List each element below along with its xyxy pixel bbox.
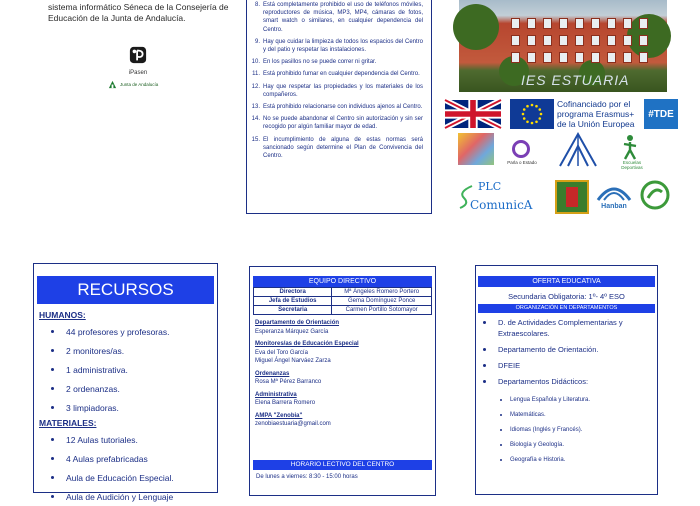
bullet-icon: [483, 364, 486, 367]
materiales-heading: MATERIALES:: [39, 418, 97, 428]
staff-block-administrativa: [253, 391, 432, 408]
staff-block-ampa: [253, 412, 432, 429]
humanos-item-label: 2 ordenanzas.: [66, 383, 120, 394]
window-icon: [591, 35, 600, 46]
junta-label: Junta de Andalucía: [120, 82, 159, 87]
building-lines-logo-icon: [558, 132, 598, 168]
staff-name: Elena Barrera Romero: [255, 400, 316, 406]
norma-text: Hay que respetar las propiedades y los materiales de los compañeros.: [263, 83, 423, 98]
humanos-item: [37, 360, 214, 379]
eu-star-icon: [535, 120, 538, 123]
eu-star-icon: [526, 105, 529, 108]
window-icon: [607, 18, 616, 29]
materiales-item-label: 4 Aulas prefabricadas: [66, 453, 148, 464]
norma-number: 8.: [254, 2, 260, 8]
humanos-item: [37, 379, 214, 398]
bullet-icon: [51, 476, 54, 479]
bullet-icon: [51, 406, 54, 409]
humanos-item-label: 3 limpiadoras.: [66, 402, 119, 413]
departamento-label: Departamento de Orientación.: [498, 345, 599, 354]
oferta-panel: [475, 265, 658, 495]
norma-text: Está completamente prohibido el uso de teléfonos móviles, reproductores de música, MP3, MP4, cámaras de fotos, smart watch o similares, en cualquier dependencia del Centro.: [263, 2, 423, 33]
equipo-table: [253, 287, 432, 315]
didacticos-list: [478, 392, 655, 467]
departamento-item: [478, 344, 655, 355]
equipo-role: Jefa de Estudios: [254, 297, 332, 306]
window-icon: [607, 35, 616, 46]
window-icon: [511, 35, 520, 46]
bullet-icon: [51, 457, 54, 460]
eu-star-icon: [526, 120, 529, 123]
junta-emblem-icon: [108, 80, 117, 89]
window-icon: [543, 18, 552, 29]
norma-item: [251, 136, 423, 161]
norma-text: Está prohibido fumar en cualquier dependencia del Centro.: [263, 71, 420, 78]
bullet-icon: [500, 414, 502, 416]
norma-item: [251, 1, 423, 34]
equipo-person: Mª Ángeles Romero Portero: [332, 288, 432, 297]
ipasen-icon: [129, 46, 147, 64]
didactico-label: Lengua Española y Literatura.: [510, 396, 591, 403]
bullet-icon: [51, 387, 54, 390]
didactico-label: Geografía e Historia.: [510, 456, 566, 463]
eu-star-icon: [538, 108, 541, 111]
window-icon: [559, 18, 568, 29]
window-icon: [575, 18, 584, 29]
horario-line: De lunes a viernes: 8:30 - 15:00 horas: [256, 474, 358, 480]
eu-star-icon: [523, 117, 526, 120]
eu-star-icon: [531, 104, 534, 107]
departamento-item: [478, 317, 655, 339]
eu-star-icon: [535, 105, 538, 108]
staff-name: Miguel Ángel Narváez Zarza: [255, 358, 331, 364]
plc-comunica-logo: [452, 180, 542, 216]
bullet-icon: [51, 349, 54, 352]
window-icon: [575, 35, 584, 46]
humanos-item-label: 2 monitores/as.: [66, 345, 125, 356]
tde-badge[interactable]: #TDE: [644, 99, 678, 129]
bullet-icon: [483, 348, 486, 351]
window-icon: [623, 52, 632, 63]
horario-title: HORARIO LECTIVO DEL CENTRO: [253, 460, 432, 470]
humanos-item-label: 1 administrativa.: [66, 364, 128, 375]
bullet-icon: [51, 368, 54, 371]
norma-item: [251, 115, 423, 131]
materiales-item: [37, 449, 214, 468]
recursos-panel: [33, 263, 218, 502]
eu-star-icon: [538, 117, 541, 120]
window-icon: [591, 18, 600, 29]
norma-number: 13.: [251, 104, 260, 111]
materiales-item: [37, 468, 214, 487]
departamentos-subtitle: ORGANIZACIÓN EN DEPARTAMENTOS: [478, 304, 655, 313]
school-photo-caption: IES ESTUARIA: [521, 72, 630, 88]
school-crest-logo: [555, 180, 589, 214]
humanos-item: [37, 341, 214, 360]
didactico-label: Biología y Geología.: [510, 441, 565, 448]
didactico-label: Matemáticas.: [510, 411, 546, 418]
eu-star-icon: [523, 108, 526, 111]
staff-heading-ampa: AMPA "Zenobia": [255, 412, 303, 419]
norma-item: [251, 58, 423, 66]
hanban-label: Hanban: [601, 203, 627, 210]
humanos-item-label: 44 profesores y profesoras.: [66, 326, 170, 337]
bullet-icon: [483, 321, 486, 324]
materiales-item: [37, 430, 214, 449]
staff-block-ordenanzas: [253, 370, 432, 387]
equipo-role: Secretaria: [254, 306, 332, 315]
escuelas-deportivas-label: Escuelas Deportivas: [621, 160, 643, 170]
departamento-item: [478, 376, 655, 387]
erasmus-funding-text: Cofinanciado por el programa Erasmus+ de la Unión Europea: [557, 99, 635, 129]
window-icon: [591, 52, 600, 63]
materiales-item-label: Aula de Audición y Lenguaje: [66, 491, 174, 502]
norma-text: Está prohibido relacionarse con individuos ajenos al Centro.: [263, 104, 423, 111]
norma-number: 10.: [251, 59, 260, 66]
norma-item: [251, 70, 423, 78]
oferta-title: OFERTA EDUCATIVA: [478, 276, 655, 287]
materiales-item: [37, 487, 214, 506]
norma-number: 12.: [251, 83, 260, 90]
equipo-row: [254, 288, 432, 297]
hanban-logo-icon: [596, 182, 632, 202]
window-icon: [527, 35, 536, 46]
norma-number: 15.: [251, 136, 260, 143]
departamentos-list: [478, 317, 655, 387]
departamento-label: DFEIE: [498, 361, 521, 370]
norma-number: 11.: [252, 71, 260, 78]
window-icon: [511, 18, 520, 29]
departamento-item: [478, 360, 655, 371]
humanos-list: [37, 322, 214, 417]
humanos-item: [37, 398, 214, 417]
staff-heading-ordenanzas: Ordenanzas: [255, 370, 290, 377]
equipo-person: Carmen Portillo Sotomayor: [332, 306, 432, 315]
window-icon: [559, 35, 568, 46]
crest-banner-icon: [566, 187, 578, 207]
parlamento-label: Parla o Estado: [507, 160, 537, 165]
norma-item: [251, 83, 423, 99]
window-icon: [527, 52, 536, 63]
window-icon: [639, 18, 648, 29]
staff-name: Esperanza Márquez García: [255, 328, 329, 335]
materiales-list: [37, 430, 214, 506]
green-circle-logo-icon: [640, 180, 670, 210]
sports-figure-icon: [620, 134, 640, 160]
tree-icon: [453, 4, 499, 50]
departamento-label: D. de Actividades Complementarias y Extraescolares.: [498, 318, 623, 338]
window-icon: [639, 35, 648, 46]
eu-star-icon: [522, 113, 525, 116]
window-icon: [639, 52, 648, 63]
project-collage-logo: [458, 133, 494, 165]
eu-star-icon: [540, 113, 543, 116]
recursos-title: RECURSOS: [37, 276, 214, 304]
norma-text: Hay que cuidar la limpieza de todos los espacios del Centro y del patio y respetar las instalaciones.: [263, 38, 423, 54]
window-icon: [527, 18, 536, 29]
norma-text: En los pasillos no se puede correr ni gritar.: [263, 59, 377, 66]
equipo-row: [254, 297, 432, 306]
equipo-row: [254, 306, 432, 315]
norma-item: [251, 103, 423, 111]
staff-name[interactable]: zenobiaestuaria@gmail.com: [255, 421, 331, 427]
norma-number: 14.: [251, 116, 260, 123]
materiales-item-label: 12 Aulas tutoriales.: [66, 434, 138, 445]
equipo-role: Directora: [254, 288, 332, 297]
norma-item: [251, 38, 423, 54]
staff-heading-monitores: Monitores/as de Educación Especial: [255, 341, 359, 347]
bullet-icon: [500, 399, 502, 401]
bullet-icon: [500, 459, 502, 461]
didactico-label: Idiomas (Inglés y Francés).: [510, 426, 583, 433]
ipasen-label: iPasen: [128, 70, 148, 76]
window-icon: [575, 52, 584, 63]
eu-star-icon: [531, 122, 534, 125]
staff-block-orientacion: [253, 319, 432, 336]
didactico-item: [478, 437, 655, 452]
humanos-item: [37, 322, 214, 341]
didactico-item: [478, 407, 655, 422]
staff-name: Eva del Toro García: [255, 349, 308, 356]
norma-number: 9.: [254, 38, 260, 45]
bullet-icon: [51, 495, 54, 498]
equipo-blocks: [253, 319, 432, 429]
staff-name: Rosa Mª Pérez Barranco: [255, 379, 322, 385]
intro-text: sistema informático Séneca de la Consejería de Educación de la Junta de Andalucía.: [48, 2, 229, 23]
parlamento-logo-icon: [512, 140, 530, 158]
humanos-heading: HUMANOS:: [39, 310, 86, 320]
eu-flag-icon: [510, 99, 554, 129]
bullet-icon: [500, 444, 502, 446]
didactico-item: [478, 452, 655, 467]
window-icon: [559, 52, 568, 63]
window-icon: [543, 35, 552, 46]
window-icon: [543, 52, 552, 63]
junta-andalucia-logo: [108, 80, 158, 89]
staff-heading-administrativa: Administrativa: [255, 391, 297, 398]
didactico-item: [478, 422, 655, 437]
norma-text: No se puede abandonar el Centro sin autorización y sin ser recogido por algún familiar mayor de edad.: [263, 116, 423, 131]
window-icon: [607, 52, 616, 63]
equipo-title: EQUIPO DIRECTIVO: [253, 276, 432, 287]
equipo-person: Gema Domínguez Ponce: [332, 297, 432, 306]
bullet-icon: [483, 380, 486, 383]
staff-block-monitores: [253, 340, 432, 366]
norma-text: El incumplimiento de alguna de estas normas será sancionado según determine el Plan de Convivencia del Centro.: [263, 136, 423, 160]
ipasen-logo[interactable]: [118, 46, 158, 76]
bullet-icon: [51, 330, 54, 333]
school-photo: [459, 0, 667, 92]
window-icon: [511, 52, 520, 63]
plc-label: PLC: [478, 180, 502, 193]
comunica-label: ComunicA: [470, 198, 533, 212]
bullet-icon: [51, 438, 54, 441]
tree-icon: [627, 14, 671, 58]
uk-flag-icon: [445, 99, 501, 129]
window-icon: [623, 35, 632, 46]
normas-panel: [246, 0, 432, 214]
equipo-panel: [249, 266, 436, 496]
window-icon: [623, 18, 632, 29]
didactico-item: [478, 392, 655, 407]
staff-heading-orientacion: Departamento de Orientación: [255, 320, 340, 326]
secundaria-text: Secundaria Obligatoria: 1º- 4º ESO: [508, 292, 625, 301]
materiales-item-label: Aula de Educación Especial.: [66, 472, 174, 483]
bullet-icon: [500, 429, 502, 431]
departamento-label: Departamentos Didácticos:: [498, 377, 589, 386]
